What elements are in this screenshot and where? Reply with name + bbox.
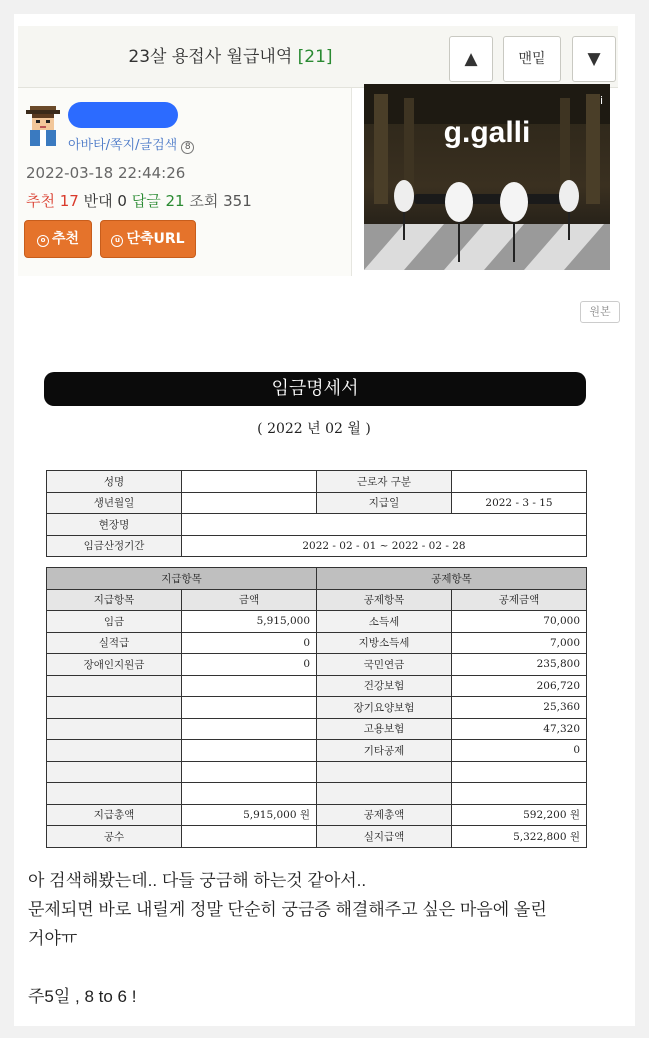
recommend-button[interactable]	[24, 220, 92, 258]
reply-label: 답글	[131, 192, 161, 210]
short-url-button[interactable]	[100, 220, 196, 258]
deduct-item	[317, 783, 452, 805]
author-links-text[interactable]: 아바타/쪽지/글검색	[68, 138, 178, 153]
payslip-period: ( 2022 년 02 월 )	[257, 421, 371, 437]
deduct-item: 소득세	[317, 611, 452, 633]
deduct-item: 지방소득세	[317, 632, 452, 654]
pay-section-header: 지급항목	[47, 568, 317, 590]
total-pay-label: 지급총액	[47, 804, 182, 826]
recommend-count: 17	[59, 192, 79, 210]
table-row	[47, 718, 587, 740]
deduct-amount	[452, 761, 587, 783]
hours-label: 공수	[47, 826, 182, 848]
pay-amount: 0	[182, 632, 317, 654]
net-pay-label: 실지급액	[317, 826, 452, 848]
prev-post-button[interactable]: ▲	[449, 36, 493, 82]
table-row	[47, 471, 587, 493]
table-row	[47, 804, 587, 826]
deduct-amount: 235,800	[452, 654, 587, 676]
circle-icon: u	[111, 235, 123, 247]
table-row	[47, 632, 587, 654]
post-stats	[26, 190, 252, 211]
pay-item: 임금	[47, 611, 182, 633]
worker-type-value	[452, 471, 587, 493]
total-deduct-label: 공제총액	[317, 804, 452, 826]
reply-count-stat: 21	[165, 192, 185, 210]
table-row	[47, 589, 587, 611]
payslip-info-table	[46, 470, 587, 557]
ad-brand: g.galli	[443, 116, 531, 149]
table-row	[47, 514, 587, 536]
name-label: 성명	[47, 471, 182, 493]
total-deduct-value: 592,200 원	[452, 804, 587, 826]
payslip-title: 임금명세서	[44, 372, 586, 406]
payslip-rows	[47, 611, 587, 805]
short-url-button-label: 단축URL	[126, 231, 185, 247]
site-value	[182, 514, 587, 536]
post-date: 2022-03-18 22:44:26	[26, 164, 186, 182]
post-body	[28, 866, 547, 1011]
name-value	[182, 471, 317, 493]
deduct-item: 고용보험	[317, 718, 452, 740]
total-pay-value: 5,915,000 원	[182, 804, 317, 826]
author-links[interactable]	[68, 134, 194, 154]
deduct-amount: 0	[452, 740, 587, 762]
pay-amount	[182, 761, 317, 783]
post-container	[14, 14, 635, 1026]
table-row	[47, 783, 587, 805]
author-panel	[18, 88, 352, 276]
pay-item: 실적급	[47, 632, 182, 654]
table-row	[47, 535, 587, 557]
deduct-amount: 25,360	[452, 697, 587, 719]
table-row	[47, 761, 587, 783]
circle-icon: o	[37, 235, 49, 247]
level-badge: 8	[181, 141, 194, 154]
paydate-label: 지급일	[317, 492, 452, 514]
deduct-amount	[452, 783, 587, 805]
ad-banner[interactable]	[364, 84, 610, 270]
table-row	[47, 611, 587, 633]
pay-item	[47, 761, 182, 783]
pay-amount	[182, 718, 317, 740]
post-line: 거야ㅠ	[28, 929, 78, 948]
post-header	[18, 26, 618, 88]
birth-label: 생년월일	[47, 492, 182, 514]
original-image-button[interactable]: 원본	[580, 301, 620, 323]
username-redacted	[68, 102, 178, 128]
avatar-icon[interactable]	[24, 106, 62, 146]
pay-amount: 5,915,000	[182, 611, 317, 633]
calc-period-label: 임금산정기간	[47, 535, 182, 557]
table-row	[47, 654, 587, 676]
post-spacer	[28, 953, 547, 982]
deduct-item	[317, 761, 452, 783]
pay-item	[47, 697, 182, 719]
pay-item	[47, 740, 182, 762]
table-row	[47, 568, 587, 590]
pay-amount	[182, 783, 317, 805]
post-line: 주5일 , 8 to 6 !	[28, 987, 137, 1006]
paydate-value: 2022 - 3 - 15	[452, 492, 587, 514]
reply-count: [21]	[297, 47, 333, 67]
deduct-amount: 7,000	[452, 632, 587, 654]
deduct-item: 기타공제	[317, 740, 452, 762]
ad-info-icon[interactable]: i	[600, 94, 604, 107]
deduct-item: 장기요양보험	[317, 697, 452, 719]
deduct-amount: 70,000	[452, 611, 587, 633]
pay-item: 장애인지원금	[47, 654, 182, 676]
table-row	[47, 826, 587, 848]
pay-amount: 0	[182, 654, 317, 676]
oppose-count: 0	[117, 192, 127, 210]
deduct-amount: 206,720	[452, 675, 587, 697]
post-title	[18, 26, 443, 88]
col-deduct-amount: 공제금액	[452, 589, 587, 611]
pay-amount	[182, 675, 317, 697]
deduct-section-header: 공제항목	[317, 568, 587, 590]
go-bottom-button[interactable]: 맨밑	[503, 36, 561, 82]
pay-item	[47, 783, 182, 805]
pay-item	[47, 675, 182, 697]
payslip-detail-table	[46, 567, 587, 848]
table-row	[47, 740, 587, 762]
oppose-label: 반대	[83, 192, 113, 210]
next-post-button[interactable]: ▼	[572, 36, 616, 82]
pay-amount	[182, 697, 317, 719]
pay-amount	[182, 740, 317, 762]
post-title-text: 23살 용접사 월급내역	[128, 47, 293, 67]
hours-value	[182, 826, 317, 848]
calc-period-value: 2022 - 02 - 01 ~ 2022 - 02 - 28	[182, 535, 587, 557]
recommend-label: 추천	[26, 192, 55, 210]
net-pay-value: 5,322,800 원	[452, 826, 587, 848]
table-row	[47, 675, 587, 697]
table-row	[47, 492, 587, 514]
view-label: 조회	[189, 192, 219, 210]
table-row	[47, 697, 587, 719]
site-label: 현장명	[47, 514, 182, 536]
view-count: 351	[223, 192, 252, 210]
col-deduct-item: 공제항목	[317, 589, 452, 611]
pay-item	[47, 718, 182, 740]
col-pay-item: 지급항목	[47, 589, 182, 611]
post-line: 문제되면 바로 내릴게 정말 단순히 궁금증 해결해주고 싶은 마음에 올린	[28, 900, 547, 919]
deduct-item: 국민연금	[317, 654, 452, 676]
birth-value	[182, 492, 317, 514]
post-line: 아 검색해봤는데.. 다들 궁금해 하는것 같아서..	[28, 871, 367, 890]
recommend-button-label: 추천	[51, 231, 80, 247]
col-amount: 금액	[182, 589, 317, 611]
deduct-item: 건강보험	[317, 675, 452, 697]
deduct-amount: 47,320	[452, 718, 587, 740]
worker-type-label: 근로자 구분	[317, 471, 452, 493]
